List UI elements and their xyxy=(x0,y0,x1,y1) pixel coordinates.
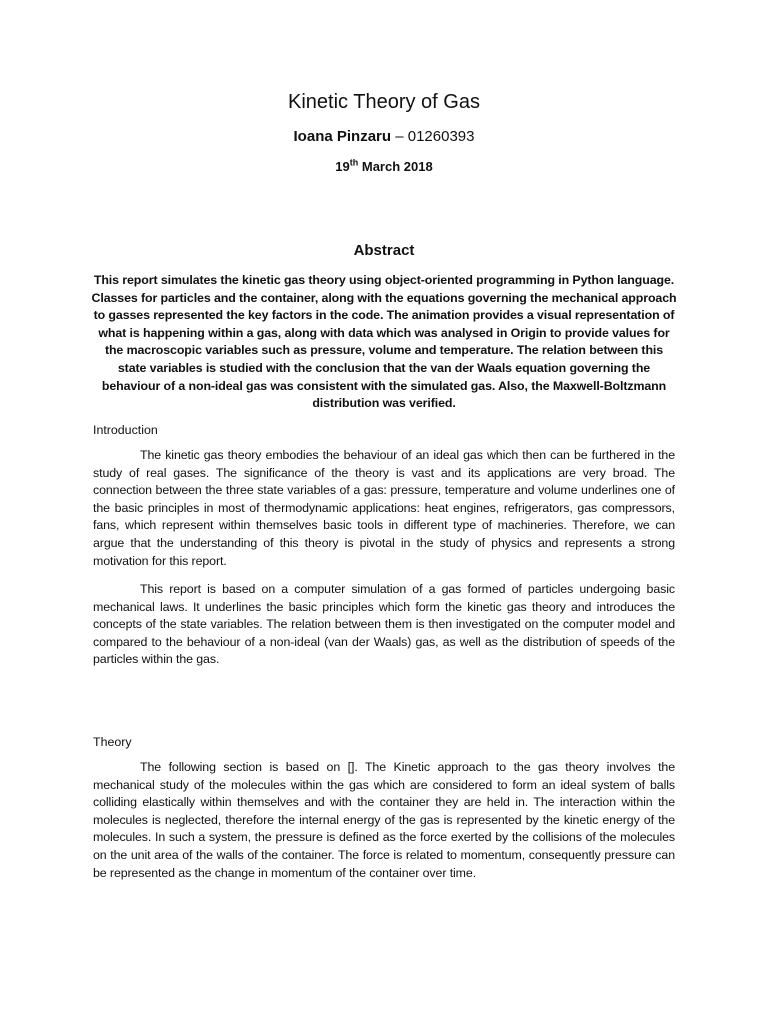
date-month-year: March 2018 xyxy=(358,159,433,174)
author-line xyxy=(0,127,768,147)
theory-heading: Theory xyxy=(93,735,132,749)
introduction-heading: Introduction xyxy=(93,423,158,437)
introduction-paragraph-2: This report is based on a computer simulation of a gas formed of particles undergoing basic mechanical laws. It underlines the basic principles which form the kinetic gas theory and introduces the concepts of the state variables. The relation between them is then investigated on the computer model and compared to the behaviour of a non-ideal (van der Waals) gas, as well as the distribution of speeds of the particles within the gas. xyxy=(93,582,675,667)
author-name: Ioana Pinzaru xyxy=(293,128,392,145)
abstract-body: This report simulates the kinetic gas theory using object-oriented programming in Python language. Classes for particles and the container, along with the equations governing the mechanical approach to gasses represented the key factors in the code. The animation provides a visual representation of what is happening within a gas, along with data which was analysed in Origin to provide values for the macroscopic variables such as pressure, volume and temperature. The relation between this state variables is studied with the conclusion that the van der Waals equation governing the behaviour of a non-ideal gas was consistent with the simulated gas. Also, the Maxwell-Boltzmann distribution was verified. xyxy=(91,273,677,411)
date-suffix: th xyxy=(349,157,359,168)
introduction-paragraph-1: The kinetic gas theory embodies the behaviour of an ideal gas which then can be furthered in the study of real gases. The significance of the theory is vast and its applications are very broad. The connection between the three state variables of a gas: pressure, temperature and volume underlines one of the basic principles in most of thermodynamic applications: heat engines, refrigerators, gas compressors, fans, which represent within themselves basic tools in different type of machineries. Therefore, we can argue that the understanding of this theory is pivotal in the study of physics and represents a strong motivation for this report. xyxy=(93,448,675,568)
document-date xyxy=(0,158,768,176)
document-title: Kinetic Theory of Gas xyxy=(288,91,480,113)
abstract-heading: Abstract xyxy=(353,242,415,259)
author-id: 01260393 xyxy=(407,128,475,145)
date-day: 19 xyxy=(335,159,350,174)
author-separator: – xyxy=(391,128,408,145)
theory-paragraph-1: The following section is based on []. The Kinetic approach to the gas theory involves the mechanical study of the molecules within the gas which are considered to form an ideal system of balls colliding elastically within themselves and with the container they are held in. The interaction within the molecules is neglected, therefore the internal energy of the gas is represented by the kinetic energy of the molecules. In such a system, the pressure is defined as the force exerted by the collisions of the molecules on the unit area of the walls of the container. The force is related to momentum, consequently pressure can be represented as the change in momentum of the container over time. xyxy=(93,760,675,880)
